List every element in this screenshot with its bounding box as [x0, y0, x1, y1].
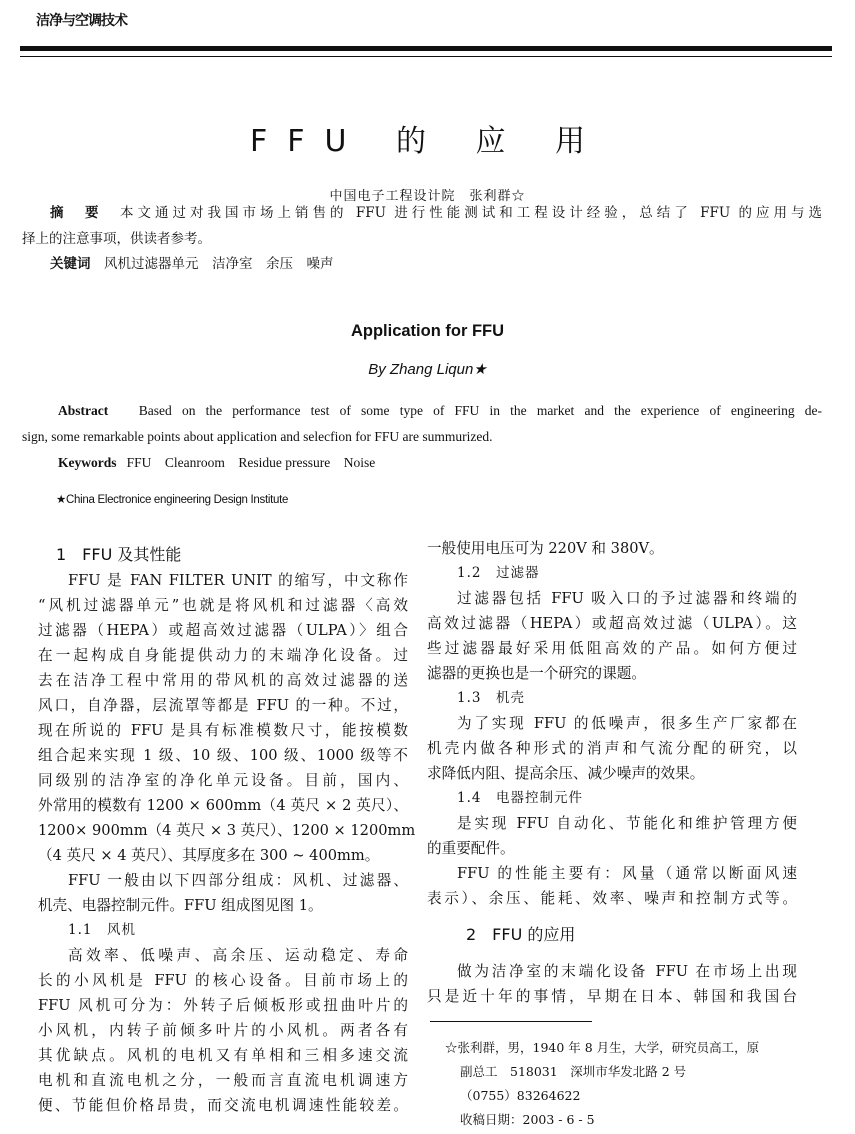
body-line: 外常用的模数有 1200 × 600mm（4 英尺 × 2 英尺）、	[38, 797, 408, 814]
body-line: 高效率、低噪声、高余压、运动稳定、寿命	[68, 947, 408, 964]
keywords-cn-label: 关键词	[50, 256, 91, 272]
author-footnote	[445, 1036, 759, 1132]
abstract-cn-line: 择上的注意事项，供读者参考。	[22, 231, 211, 247]
body-line: FFU 一般由以下四部分组成：风机、过滤器、	[68, 872, 408, 889]
body-line: 的重要配件。	[427, 840, 515, 857]
body-line: 风口，自净器，层流罩等都是 FFU 的一种。不过，	[38, 697, 408, 714]
body-line: 组合起来实现 1 级、10 级、100 级、1000 级等不	[38, 747, 408, 764]
english-author: By Zhang Liqun★	[368, 361, 487, 378]
footnote-rule	[430, 1021, 592, 1022]
abstract-cn	[22, 203, 822, 249]
body-line: 去在洁净工程中常用的带风机的高效过滤器的送	[38, 672, 408, 689]
body-line: 现在所说的 FFU 是具有标准模数尺寸，能按模数	[38, 722, 408, 739]
body-line: 些过滤器最好采用低阻高效的产品。如何方便过	[427, 640, 797, 657]
body-line: 是实现 FFU 自动化、节能化和维护管理方便	[457, 815, 797, 832]
subsection-heading: 1.2 过滤器	[457, 565, 540, 581]
body-line: “风机过滤器单元”也就是将风机和过滤器〈高效	[38, 597, 408, 614]
body-line: 过滤器（HEPA）或超高效过滤器（ULPA）〉组合	[38, 622, 408, 639]
body-line: FFU 风机可分为：外转子后倾板形或扭曲叶片的	[38, 997, 408, 1014]
body-line: FFU 是 FAN FILTER UNIT 的缩写，中文称作	[68, 572, 408, 589]
abstract-cn-line: 本文通过对我国市场上销售的 FFU 进行性能测试和工程设计经验，总结了 FFU 的应用与选	[120, 205, 823, 221]
body-line: 过滤器包括 FFU 吸入口的予过滤器和终端的	[457, 590, 797, 607]
abstract-en-line: sign, some remarkable points about application and selecfion for FFU are summurized.	[22, 429, 493, 444]
header-rule	[20, 46, 832, 51]
abstract-cn-label: 摘 要	[50, 205, 103, 221]
footnote-line: ☆张利群，男，1940 年 8 月生，大学，研究员高工，原	[445, 1040, 760, 1055]
body-line: 其优缺点。风机的电机又有单相和三相多速交流	[38, 1047, 408, 1064]
right-column	[427, 536, 797, 911]
body-line: FFU 的性能主要有：风量（通常以断面风速	[457, 865, 797, 882]
institute-footnote: ★China Electronice engineering Design Institute	[56, 494, 289, 506]
abstract-en-label: Abstract	[58, 403, 109, 418]
body-line: 小风机，内转子前倾多叶片的小风机。两者各有	[38, 1022, 408, 1039]
keywords-cn	[22, 254, 850, 274]
body-line: 滤器的更换也是一个研究的课题。	[427, 665, 646, 682]
keywords-en-label: Keywords	[58, 455, 117, 470]
keywords-en-text: FFU Cleanroom Residue pressure Noise	[126, 455, 376, 470]
abstract-en-line: Based on the performance test of some type of FFU in the market and the experience of engineering de-	[138, 403, 822, 418]
body-line: 1200× 900mm（4 英尺 × 3 英尺）、1200 × 1200mm	[38, 822, 416, 839]
body-line: 一般使用电压可为 220V 和 380V。	[427, 540, 664, 557]
body-line: 同级别的洁净室的净化单元设备。目前，国内、	[38, 772, 408, 789]
section-1-heading: 1 FFU 及其性能	[56, 545, 182, 564]
body-line: 机壳内做各种形式的消声和气流分配的研究，以	[427, 740, 797, 757]
author-affiliation: 中国电子工程设计院 张利群☆	[329, 189, 526, 204]
subsection-heading: 1.4 电器控制元件	[457, 790, 583, 806]
footnote-line: 副总工 518031 深圳市华发北路 2 号	[460, 1064, 687, 1079]
body-line: 电机和直流电机之分，一般而言直流电机调速方	[38, 1072, 408, 1089]
body-line: 做为洁净室的末端化设备 FFU 在市场上出现	[457, 963, 797, 980]
body-line: （4 英尺 × 4 英尺）、其厚度多在 300 ~ 400mm。	[38, 847, 380, 864]
abstract-en	[22, 401, 822, 473]
right-column-continued	[427, 959, 797, 1009]
body-line: 长的小风机是 FFU 的核心设备。目前市场上的	[38, 972, 408, 989]
body-line: 求降低内阻、提高余压、减少噪声的效果。	[427, 765, 705, 782]
subsection-heading: 1.3 机壳	[457, 690, 525, 706]
keywords-cn-text: 风机过滤器单元 洁净室 余压 噪声	[104, 256, 334, 272]
left-column	[38, 568, 416, 1118]
body-line: 高效过滤器（HEPA）或超高效过滤（ULPA）。这	[427, 615, 797, 632]
body-line: 表示）、余压、能耗、效率、噪声和控制方式等。	[427, 890, 797, 907]
paper-title: FFU 的 应 用	[249, 124, 606, 159]
subsection-heading: 1.1 风机	[68, 922, 136, 938]
body-line: 便、节能但价格昂贵，而交流电机调速性能较差。	[38, 1097, 408, 1114]
journal-header: 洁净与空调技术	[36, 13, 127, 29]
footnote-line: 收稿日期：2003 - 6 - 5	[460, 1112, 595, 1127]
section-2-heading: 2 FFU 的应用	[466, 925, 576, 944]
body-line: 机壳、电器控制元件。FFU 组成图见图 1。	[38, 897, 323, 914]
body-line: 只是近十年的事情，早期在日本、韩国和我国台	[427, 988, 797, 1005]
english-title: Application for FFU	[350, 322, 505, 340]
footnote-line: （0755）83264622	[460, 1088, 581, 1103]
body-line: 在一起构成自身能提供动力的末端净化设备。过	[38, 647, 408, 664]
header-rule-thin	[20, 56, 832, 57]
body-line: 为了实现 FFU 的低噪声，很多生产厂家都在	[457, 715, 797, 732]
